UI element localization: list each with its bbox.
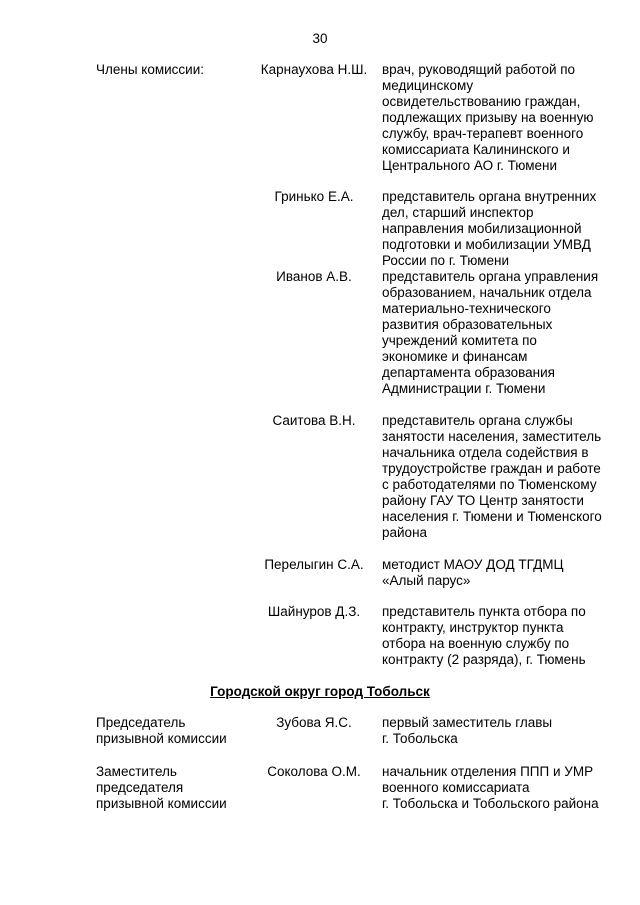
member-description-karnaukhova: врач, руководящий работой по медицинскому освидетельствованию граждан, подлежащих призыву на военную службу, врач-терапевт военного комиссариата Калининского и Центрального АО г. Тюмени [382,62,594,173]
deputy-chairman-role: Заместитель председателя призывной комиссии [96,764,227,811]
member-name-ivanov: Иванов А.В. [276,269,352,284]
member-description-ivanov: представитель органа управления образованием, начальник отдела материально-технического развития образовательных учреждений комитета по экономике и финансам департамента образования Администрации г. Тюмени [382,269,599,396]
section-heading-tobolsk: Городской округ город Тобольск [210,684,430,699]
member-description-saitova: представитель органа службы занятости населения, заместитель начальника отдела содействия в трудоустройстве граждан и работе с работодателями по Тюменскому району ГАУ ТО Центр занятости населения г. Тюмени и Тюменского района [382,413,602,540]
commission-members-label: Члены комиссии: [96,62,205,77]
chairman-description: первый заместитель главы г. Тобольска [382,715,553,746]
chairman-role: Председатель призывной комиссии [96,715,227,746]
member-name-karnaukhova: Карнаухова Н.Ш. [260,62,368,77]
member-description-perelygin: методист МАОУ ДОД ТГДМЦ «Алый парус» [382,557,564,588]
deputy-chairman-name: Соколова О.М. [267,764,361,779]
page-number: 30 [312,31,328,46]
member-name-grinko: Гринько Е.А. [274,189,354,204]
member-description-shainurov: представитель пункта отбора по контракту, инструктор пункта отбора на военную службу по контракту (2 разряда), г. Тюмень [382,604,586,667]
chairman-name: Зубова Я.С. [276,715,352,730]
member-name-shainurov: Шайнуров Д.З. [267,604,361,619]
member-name-perelygin: Перелыгин С.А. [264,557,364,572]
member-description-grinko: представитель органа внутренних дел, старший инспектор направления мобилизационной подготовки и мобилизации УМВД России по г. Тюмени [382,189,597,268]
deputy-chairman-description: начальник отделения ППП и УМР военного комиссариата г. Тобольска и Тобольского района [382,764,599,811]
member-name-saitova: Саитова В.Н. [272,413,356,428]
